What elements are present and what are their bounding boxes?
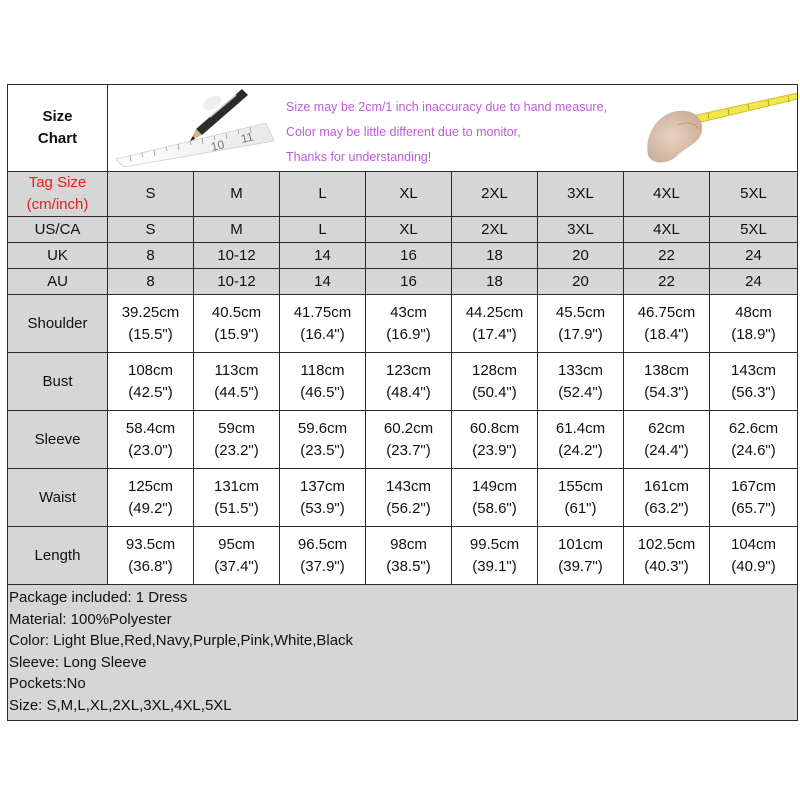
measure-row-sleeve <box>8 411 798 469</box>
table-cell: 16 <box>366 269 452 295</box>
row-label-tag-size <box>8 172 108 217</box>
table-cell: 143cm (56.3") <box>710 353 798 411</box>
size-row-us-ca <box>8 217 798 243</box>
size-row-tag <box>8 172 798 217</box>
table-cell: 10-12 <box>194 243 280 269</box>
table-cell: 60.8cm (23.9") <box>452 411 538 469</box>
info-size: Size: S,M,L,XL,2XL,3XL,4XL,5XL <box>9 696 232 714</box>
table-cell: 8 <box>108 269 194 295</box>
table-cell: 143cm (56.2") <box>366 469 452 527</box>
table-cell: 93.5cm (36.8") <box>108 527 194 585</box>
table-cell: 59cm (23.2") <box>194 411 280 469</box>
table-cell: 24 <box>710 269 798 295</box>
table-cell: 10-12 <box>194 269 280 295</box>
measure-row-shoulder <box>8 295 798 353</box>
table-cell: 59.6cm (23.5") <box>280 411 366 469</box>
tag-size-unit: (cm/inch) <box>26 196 89 213</box>
table-cell: 18 <box>452 269 538 295</box>
hand-icon <box>647 111 702 163</box>
note-accuracy: Size may be 2cm/1 inch inaccuracy due to hand measure, <box>286 100 608 114</box>
table-cell: 62.6cm (24.6") <box>710 411 798 469</box>
table-cell: 98cm (38.5") <box>366 527 452 585</box>
table-cell: 155cm (61") <box>538 469 624 527</box>
table-cell: 161cm (63.2") <box>624 469 710 527</box>
note-thanks: Thanks for understanding! <box>286 150 432 164</box>
size-row-au <box>8 269 798 295</box>
table-cell: 99.5cm (39.1") <box>452 527 538 585</box>
table-cell: 20 <box>538 243 624 269</box>
row-label-us-ca: US/CA <box>8 217 108 243</box>
info-sleeve: Sleeve: Long Sleeve <box>9 653 147 671</box>
table-cell: 39.25cm (15.5") <box>108 295 194 353</box>
chart-title-line1: Size <box>42 108 73 125</box>
size-chart <box>7 84 797 720</box>
table-cell: 46.75cm (18.4") <box>624 295 710 353</box>
hand-tape-illustration <box>638 85 798 171</box>
note-color: Color may be little different due to monitor, <box>286 125 521 139</box>
table-cell: 5XL <box>710 172 798 217</box>
info-pockets: Pockets:No <box>9 675 86 693</box>
info-color: Color: Light Blue,Red,Navy,Purple,Pink,White,Black <box>9 632 354 650</box>
row-label-bust: Bust <box>8 353 108 411</box>
row-label-shoulder: Shoulder <box>8 295 108 353</box>
row-label-waist: Waist <box>8 469 108 527</box>
table-cell: XL <box>366 172 452 217</box>
pencil-ruler-illustration <box>116 89 276 167</box>
table-cell: 137cm (53.9") <box>280 469 366 527</box>
chart-title <box>8 85 108 172</box>
product-info <box>8 585 798 721</box>
table-cell: L <box>280 217 366 243</box>
table-cell: 16 <box>366 243 452 269</box>
product-info-row <box>8 585 798 721</box>
table-cell: 60.2cm (23.7") <box>366 411 452 469</box>
chart-title-line2: Chart <box>37 130 78 147</box>
table-cell: 22 <box>624 269 710 295</box>
table-cell: M <box>194 172 280 217</box>
table-cell: 24 <box>710 243 798 269</box>
table-cell: 8 <box>108 243 194 269</box>
table-cell: 133cm (52.4") <box>538 353 624 411</box>
table-cell: 125cm (49.2") <box>108 469 194 527</box>
table-cell: 118cm (46.5") <box>280 353 366 411</box>
table-cell: 43cm (16.9") <box>366 295 452 353</box>
size-chart-table <box>7 84 798 721</box>
table-cell: 2XL <box>452 217 538 243</box>
table-cell: 102.5cm (40.3") <box>624 527 710 585</box>
table-cell: 95cm (37.4") <box>194 527 280 585</box>
table-cell: 104cm (40.9") <box>710 527 798 585</box>
table-cell: 41.75cm (16.4") <box>280 295 366 353</box>
measure-row-waist <box>8 469 798 527</box>
table-cell: 128cm (50.4") <box>452 353 538 411</box>
header-row <box>8 85 798 172</box>
row-label-au: AU <box>8 269 108 295</box>
table-cell: 4XL <box>624 172 710 217</box>
measure-row-length <box>8 527 798 585</box>
table-cell: L <box>280 172 366 217</box>
table-cell: 58.4cm (23.0") <box>108 411 194 469</box>
table-cell: 44.25cm (17.4") <box>452 295 538 353</box>
table-cell: 3XL <box>538 172 624 217</box>
table-cell: 14 <box>280 269 366 295</box>
banner <box>108 85 798 172</box>
table-cell: XL <box>366 217 452 243</box>
table-cell: 101cm (39.7") <box>538 527 624 585</box>
table-cell: 20 <box>538 269 624 295</box>
ruler-digit-11: 11 <box>239 129 255 146</box>
table-cell: 62cm (24.4") <box>624 411 710 469</box>
row-label-sleeve: Sleeve <box>8 411 108 469</box>
table-cell: 108cm (42.5") <box>108 353 194 411</box>
row-label-length: Length <box>8 527 108 585</box>
table-cell: 123cm (48.4") <box>366 353 452 411</box>
tag-size-label: Tag Size <box>28 174 87 191</box>
info-material: Material: 100%Polyester <box>9 610 172 628</box>
table-cell: 14 <box>280 243 366 269</box>
table-cell: 4XL <box>624 217 710 243</box>
row-label-uk: UK <box>8 243 108 269</box>
table-cell: 48cm (18.9") <box>710 295 798 353</box>
table-cell: 45.5cm (17.9") <box>538 295 624 353</box>
table-cell: 3XL <box>538 217 624 243</box>
table-cell: 18 <box>452 243 538 269</box>
table-cell: S <box>108 217 194 243</box>
size-row-uk <box>8 243 798 269</box>
measure-row-bust <box>8 353 798 411</box>
table-cell: 96.5cm (37.9") <box>280 527 366 585</box>
ruler-digit-10: 10 <box>209 137 226 154</box>
notes <box>286 95 607 170</box>
table-cell: 2XL <box>452 172 538 217</box>
table-cell: 149cm (58.6") <box>452 469 538 527</box>
table-cell: M <box>194 217 280 243</box>
info-package: Package included: 1 Dress <box>9 589 188 606</box>
table-cell: 167cm (65.7") <box>710 469 798 527</box>
table-cell: S <box>108 172 194 217</box>
table-cell: 5XL <box>710 217 798 243</box>
table-cell: 40.5cm (15.9") <box>194 295 280 353</box>
table-cell: 113cm (44.5") <box>194 353 280 411</box>
table-cell: 22 <box>624 243 710 269</box>
table-cell: 131cm (51.5") <box>194 469 280 527</box>
table-cell: 138cm (54.3") <box>624 353 710 411</box>
table-cell: 61.4cm (24.2") <box>538 411 624 469</box>
